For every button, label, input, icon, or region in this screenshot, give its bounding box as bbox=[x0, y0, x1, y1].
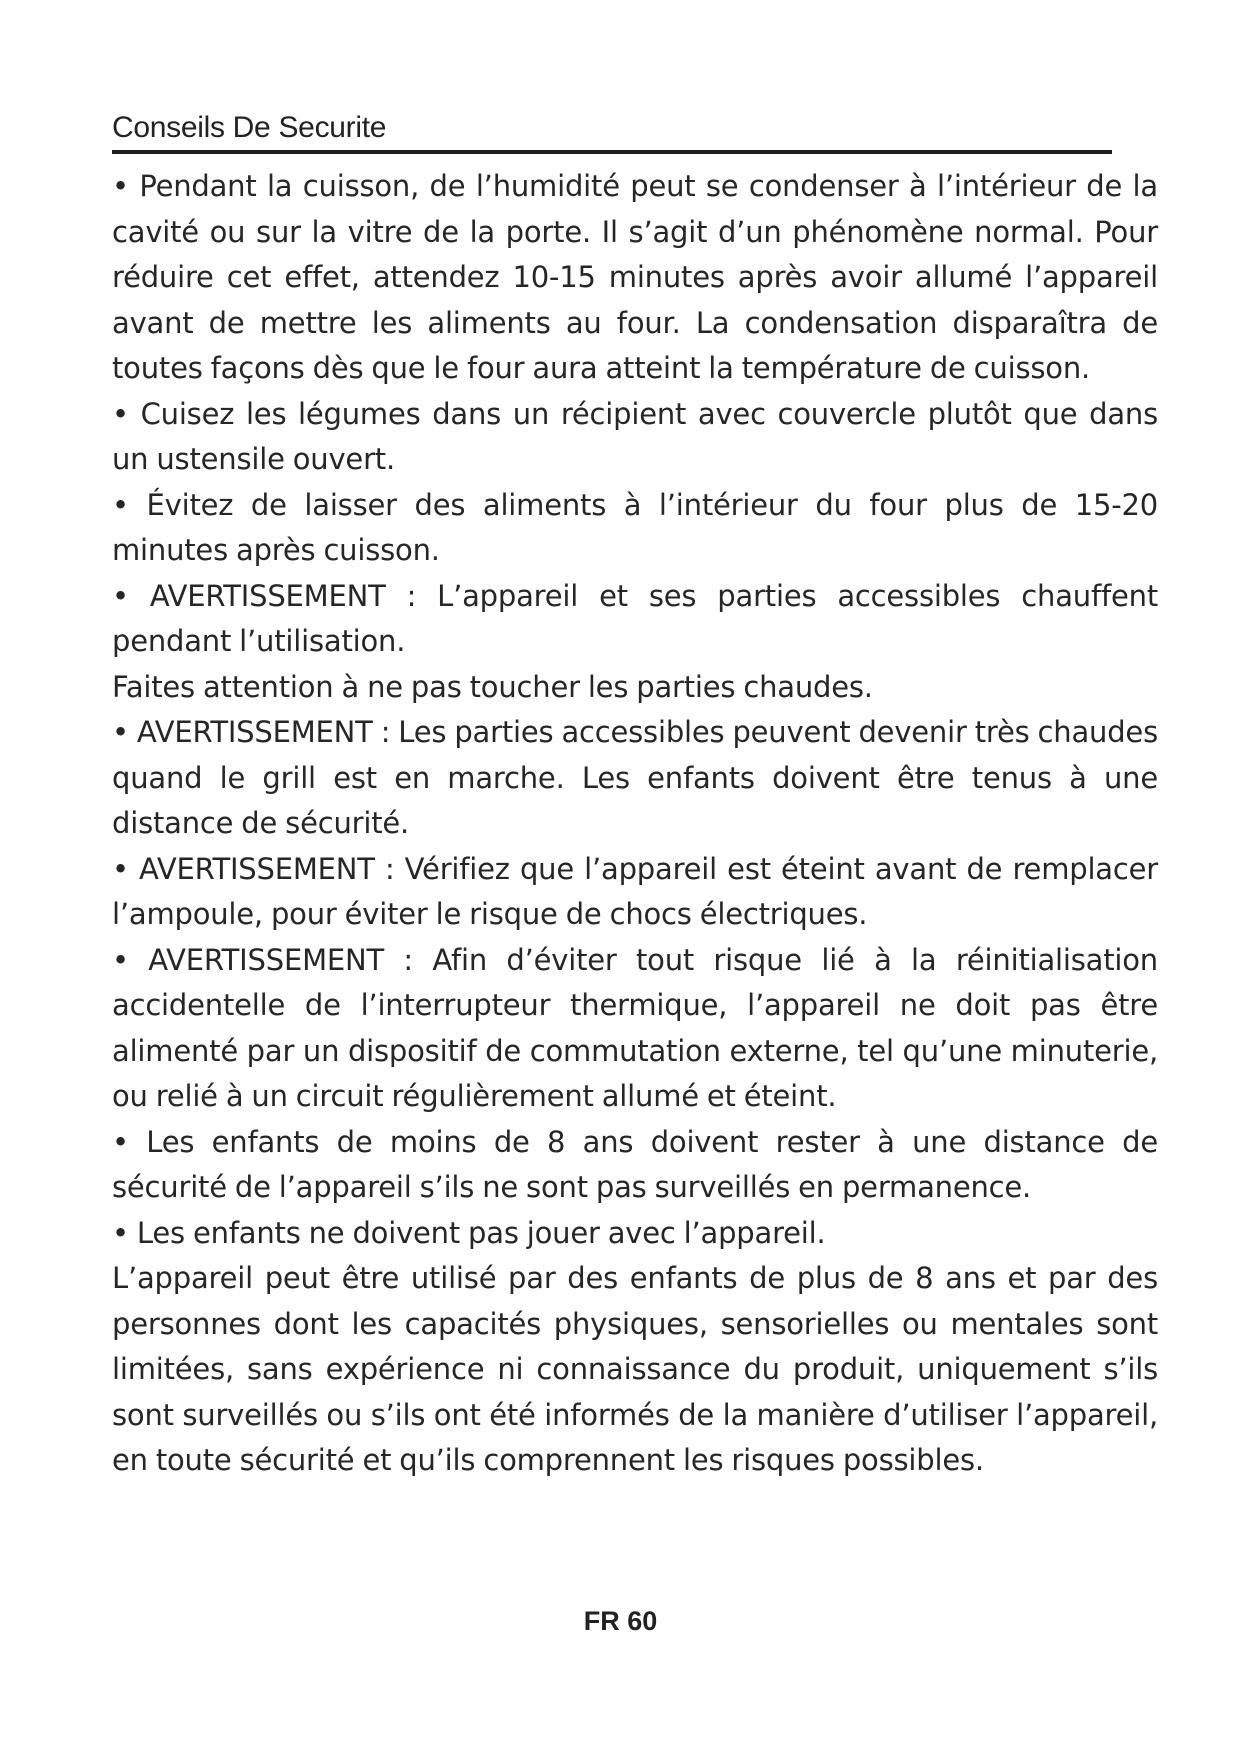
paragraph-food-left-in-oven: • Évitez de laisser des aliments à l’intérieur du four plus de 15-20 minutes après cuisson. bbox=[112, 487, 1158, 567]
paragraph-warning-hot-parts: • AVERTISSEMENT : L’appareil et ses parties accessibles chauffent pendant l’utilisation. bbox=[112, 578, 1158, 658]
safety-advice-body bbox=[112, 164, 1158, 1484]
paragraph-warning-grill: • AVERTISSEMENT : Les parties accessibles peuvent devenir très chaudes quand le grill est en marche. Les enfants doivent être tenus à une distance de sécurité. bbox=[112, 715, 1158, 840]
paragraph-warning-lamp: • AVERTISSEMENT : Vérifiez que l’appareil est éteint avant de remplacer l’ampoule, pour éviter le risque de chocs électriques. bbox=[112, 851, 1158, 931]
paragraph-condensation: • Pendant la cuisson, de l’humidité peut se condenser à l’intérieur de la cavité ou sur la vitre de la porte. Il s’agit d’un phénomène normal. Pour réduire cet effet, attendez 10-15 minutes après avoir allumé l’appareil avant de mettre les aliments au four. La condensation disparaîtra de toutes façons dès que le four aura atteint la température de cuisson. bbox=[112, 169, 1158, 385]
paragraph-avoid-touching: Faites attention à ne pas toucher les parties chaudes. bbox=[112, 669, 873, 704]
paragraph-warning-thermal-cutout: • AVERTISSEMENT : Afin d’éviter tout risque lié à la réinitialisation accidentelle de l’interrupteur thermique, l’appareil ne doit pas être alimenté par un dispositif de commutation externe, tel qu’une minuterie, ou relié à un circuit régulièrement allumé et éteint. bbox=[112, 942, 1158, 1113]
paragraph-children-under-8: • Les enfants de moins de 8 ans doivent rester à une distance de sécurité de l’appareil s’ils ne sont pas surveillés en permanence. bbox=[112, 1124, 1158, 1204]
paragraph-vegetables: • Cuisez les légumes dans un récipient avec couvercle plutôt que dans un ustensile ouvert. bbox=[112, 396, 1158, 476]
page-title: Conseils De Securite bbox=[112, 111, 387, 144]
paragraph-children-play: • Les enfants ne doivent pas jouer avec l’appareil. bbox=[112, 1215, 826, 1250]
page-number: FR 60 bbox=[583, 1606, 658, 1636]
paragraph-supervised-use: L’appareil peut être utilisé par des enfants de plus de 8 ans et par des personnes dont les capacités physiques, sensorielles ou mentales sont limitées, sans expérience ni connaissance du produit, uniquement s’ils sont surveillés ou s’ils ont été informés de la manière d’utiliser l’appareil, en toute sécurité et qu’ils comprennent les risques possibles. bbox=[112, 1261, 1158, 1477]
section-header bbox=[112, 110, 1112, 154]
